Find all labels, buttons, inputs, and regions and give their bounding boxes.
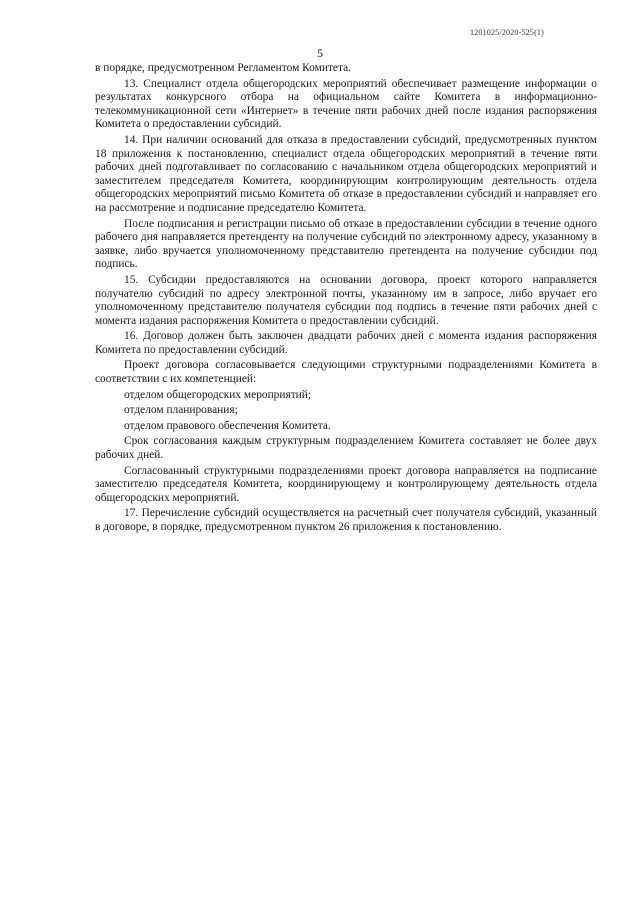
paragraph: 15. Субсидии предоставляются на основании договора, проект которого направляется получателю субсидий по адресу электронной почты, указанному им в запросе, либо вручает его уполномоченному представителю получателя субсидии под подпись в течение пяти рабочих дней с момента издания распоряжения Комитета о предоставлении субсидий. xyxy=(95,273,597,327)
paragraph: 17. Перечисление субсидий осуществляется на расчетный счет получателя субсидий, указанный в договоре, в порядке, предусмотренном пунктом 26 приложения к постановлению. xyxy=(95,507,597,533)
document-id: 1201025/2020-525(1) xyxy=(469,28,544,37)
list-item: отделом правового обеспечения Комитета. xyxy=(124,419,331,432)
paragraph: в порядке, предусмотренном Регламентом Комитета. xyxy=(95,62,351,74)
paragraph: После подписания и регистрации письмо об отказе в предоставлении субсидии в течение одного рабочего дня направляется претенденту на получение субсидий по электронному адресу, указанному в заявке, либо вручается уполномоченному представителю претендента на получение субсидии под подпись. xyxy=(95,217,597,271)
paragraph: 13. Специалист отдела общегородских мероприятий обеспечивает размещение информации о результатах конкурсного отбора на официальном сайте Комитета в информационно-телекоммуникационной сети «Интернет» в течение пяти рабочих дней после издания распоряжения Комитета о предоставлении субсидий. xyxy=(95,77,597,131)
paragraph: Проект договора согласовывается следующими структурными подразделениями Комитета в соответствии с их компетенцией: xyxy=(95,359,597,386)
paragraph: 16. Договор должен быть заключен двадцати рабочих дней с момента издания распоряжения Комитета по предоставлении субсидий. xyxy=(95,330,597,356)
list-item: отделом планирования; xyxy=(124,404,238,417)
document-body xyxy=(95,62,597,537)
paragraph: Согласованный структурными подразделениями проект договора направляется на подписание заместителю председателя Комитета, координирующему и контролирующему деятельность отдела общегородских мероприятий. xyxy=(95,464,597,504)
list-item: отделом общегородских мероприятий; xyxy=(124,388,312,401)
page-number: 5 xyxy=(317,46,323,60)
paragraph: Срок согласования каждым структурным подразделением Комитета составляет не более двух рабочих дней. xyxy=(95,435,597,462)
paragraph: 14. При наличии оснований для отказа в предоставлении субсидий, предусмотренных пунктом 18 приложения к постановлению, специалист отдела общегородских мероприятий в течение пяти рабочих дней подготавливает по согласованию с начальником отдела общегородских мероприятий и заместителем председателя Комитета, координирующим контролирующим деятельность отдела общегородских мероприятий письмо Комитета об отказе в предоставлении субсидий и направляет его на рассмотрение и подписание председателю Комитета. xyxy=(95,133,597,214)
